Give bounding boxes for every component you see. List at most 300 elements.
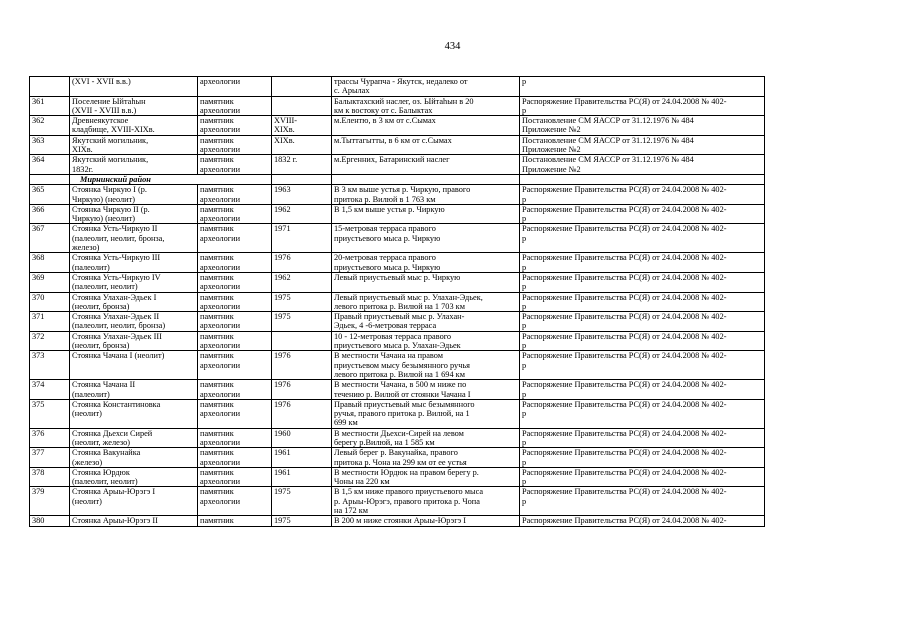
- monument-dating: [272, 135, 332, 155]
- monument-name-line: (палеолит, неолит, бронза): [72, 321, 166, 331]
- monument-dating-line: 1960: [274, 428, 291, 438]
- row-number: 371: [30, 312, 70, 332]
- monument-location-line: м.Ергенних, Батаринский наслег: [334, 155, 450, 165]
- monument-name-line: Якутский могильник,: [72, 155, 149, 165]
- monument-location: [332, 487, 520, 516]
- legal-document-line: Распоряжение Правительства РС(Я) от 24.04.2008 № 402-: [522, 224, 727, 234]
- monument-location: [332, 312, 520, 332]
- row-number: 369: [30, 272, 70, 292]
- legal-document-line: Распоряжение Правительства РС(Я) от 24.04.2008 № 402-: [522, 331, 727, 341]
- empty-cell: [332, 174, 520, 184]
- monument-name: [70, 292, 198, 312]
- monument-name-line: Древнеякутское: [72, 116, 129, 126]
- legal-document-line: р: [522, 360, 527, 370]
- monument-dating-line: 1976: [274, 380, 291, 390]
- legal-document-line: Приложение №2: [522, 145, 581, 155]
- row-number: 368: [30, 253, 70, 273]
- monument-location-line: В 3 км выше устья р. Чиркую, правого: [334, 185, 471, 195]
- monument-category: [198, 448, 272, 468]
- monument-name: [70, 380, 198, 400]
- monument-category-line: памятник: [200, 312, 234, 322]
- table-row: [30, 96, 765, 116]
- legal-document-line: р: [522, 214, 527, 224]
- monument-name: [70, 135, 198, 155]
- monument-dating: [272, 516, 332, 526]
- monument-category-line: памятник: [200, 351, 234, 361]
- row-number: 370: [30, 292, 70, 312]
- monument-name-line: (неолит, бронза): [72, 301, 130, 311]
- monument-category-line: памятник: [200, 185, 234, 195]
- monument-name: [70, 467, 198, 487]
- monument-name: [70, 77, 198, 97]
- legal-document-line: Распоряжение Правительства РС(Я) от 24.04.2008 № 402-: [522, 96, 727, 106]
- monument-location-line: В местности Чачана, в 500 м ниже по: [334, 380, 467, 390]
- monument-name-line: (XVI - XVII в.в.): [72, 77, 131, 86]
- legal-document-line: р: [522, 389, 527, 399]
- monument-location-line: Левый берег р. Вакунайка, правого: [334, 448, 458, 458]
- monument-name-line: Стоянка Арыы-Юрэгэ I: [72, 487, 156, 497]
- table-row: [30, 380, 765, 400]
- page-number: 434: [444, 41, 461, 52]
- monument-dating-line: 1976: [274, 399, 291, 409]
- monument-name: [70, 428, 198, 448]
- monument-location: [332, 516, 520, 526]
- monument-dating-line: XIXв.: [274, 125, 295, 135]
- legal-document-line: р: [522, 341, 527, 351]
- monument-category-line: памятник: [200, 253, 234, 263]
- monument-dating: [272, 292, 332, 312]
- legal-document-line: Постановление СМ ЯАССР от 31.12.1976 № 484: [522, 135, 694, 145]
- monument-name: [70, 96, 198, 116]
- monument-name-line: Стоянка Константиновка: [72, 399, 161, 409]
- monument-category-line: археологии: [200, 262, 241, 272]
- monument-category-line: археологии: [200, 282, 241, 292]
- monument-dating: [272, 448, 332, 468]
- legal-document: [520, 185, 765, 205]
- monument-name-line: Стоянка Улахан-Эдьек I: [72, 292, 157, 302]
- monument-category-line: археологии: [200, 125, 241, 135]
- legal-document: [520, 467, 765, 487]
- monument-dating-line: 1975: [274, 292, 291, 302]
- monument-category-line: памятник: [200, 224, 234, 234]
- legal-document-line: р: [522, 105, 527, 115]
- monument-category: [198, 96, 272, 116]
- monument-category: [198, 204, 272, 224]
- monument-category-line: памятник: [200, 467, 234, 477]
- row-number: 379: [30, 487, 70, 516]
- monument-dating-line: XIXв.: [274, 135, 295, 145]
- monument-name-line: Стоянка Арыы-Юрэгэ II: [72, 516, 158, 526]
- monument-location-line: В 200 м ниже стоянки Арыы-Юрэгэ I: [334, 516, 467, 526]
- monument-location-line: притока р. Чона на 299 км от ее устья: [334, 457, 467, 467]
- monument-category-line: археологии: [200, 341, 241, 351]
- legal-document-line: Приложение №2: [522, 125, 581, 135]
- monument-location: [332, 135, 520, 155]
- monument-location-line: левого притока р. Вилюй на 1 703 км: [334, 301, 465, 311]
- monument-category-line: археологии: [200, 105, 241, 115]
- table-row: [30, 292, 765, 312]
- empty-cell: [520, 174, 765, 184]
- table-row: [30, 448, 765, 468]
- table-row: [30, 135, 765, 155]
- legal-document-line: Приложение №2: [522, 164, 581, 174]
- monument-category-line: археологии: [200, 301, 241, 311]
- monument-name: [70, 204, 198, 224]
- monument-name-line: Стоянка Чачана II: [72, 380, 136, 390]
- monument-dating: [272, 428, 332, 448]
- monument-dating: [272, 96, 332, 116]
- monument-category-line: памятник: [200, 292, 234, 302]
- monument-category: [198, 380, 272, 400]
- legal-document: [520, 380, 765, 400]
- legal-document-line: р: [522, 496, 527, 506]
- monument-dating-line: 1962: [274, 204, 291, 214]
- monument-location-line: приустьевого мыса р. Чиркую: [334, 233, 441, 243]
- monument-location-line: м.Тыттагытты, в 6 км от с.Сымах: [334, 135, 452, 145]
- row-number: 372: [30, 331, 70, 351]
- monument-category-line: памятник: [200, 448, 234, 458]
- monument-dating-line: 1961: [274, 448, 291, 458]
- monument-location-line: с. Арылах: [334, 86, 370, 96]
- monument-name-line: Якутский могильник,: [72, 135, 149, 145]
- legal-document-line: р: [522, 282, 527, 292]
- legal-document-line: р: [522, 409, 527, 419]
- monument-dating-line: 1975: [274, 312, 291, 322]
- row-number: 363: [30, 135, 70, 155]
- monument-dating-line: 1975: [274, 487, 291, 497]
- monument-name-line: Стоянка Дьехси Сирей: [72, 428, 153, 438]
- row-number: 366: [30, 204, 70, 224]
- monument-category: [198, 331, 272, 351]
- monument-location: [332, 351, 520, 380]
- legal-document: [520, 253, 765, 273]
- monument-location: [332, 467, 520, 487]
- monument-dating: [272, 399, 332, 428]
- monument-category: [198, 116, 272, 136]
- monument-location: [332, 428, 520, 448]
- monument-dating: [272, 204, 332, 224]
- district-header-row: [30, 174, 765, 184]
- legal-document: [520, 487, 765, 516]
- monument-location: [332, 185, 520, 205]
- table-row: [30, 116, 765, 136]
- monument-category-line: археологии: [200, 409, 241, 419]
- legal-document-line: р: [522, 437, 527, 447]
- table-row: [30, 399, 765, 428]
- row-number: 361: [30, 96, 70, 116]
- monument-category-line: памятник: [200, 155, 234, 165]
- table-row: [30, 312, 765, 332]
- table-row: [30, 77, 765, 97]
- monument-name-line: Стоянка Улахан-Эдьек III: [72, 331, 162, 341]
- monument-location-line: 20-метровая терраса правого: [334, 253, 436, 263]
- monument-category: [198, 399, 272, 428]
- monument-location-line: 10 - 12-метровая терраса правого: [334, 331, 452, 341]
- legal-document: [520, 312, 765, 332]
- legal-document: [520, 272, 765, 292]
- monument-location-line: В 1,5 км выше устья р. Чиркую: [334, 204, 445, 214]
- monument-category-line: археологии: [200, 145, 241, 155]
- monument-name: [70, 351, 198, 380]
- row-number: 373: [30, 351, 70, 380]
- monument-location-line: левого притока р. Вилюй на 1 694 км: [334, 369, 465, 379]
- monument-dating-line: 1962: [274, 272, 291, 282]
- monument-category: [198, 155, 272, 175]
- monument-category-line: памятник: [200, 487, 234, 497]
- legal-document-line: Распоряжение Правительства РС(Я) от 24.04.2008 № 402-: [522, 399, 727, 409]
- monument-category-line: археологии: [200, 437, 241, 447]
- table-row: [30, 155, 765, 175]
- legal-document: [520, 116, 765, 136]
- monument-location-line: приустьевом мысу безымянного ручья: [334, 360, 470, 370]
- monument-category-line: археологии: [200, 321, 241, 331]
- monument-category: [198, 516, 272, 526]
- legal-document: [520, 516, 765, 526]
- row-number: 377: [30, 448, 70, 468]
- row-number: 365: [30, 185, 70, 205]
- monument-category: [198, 224, 272, 253]
- row-number: 374: [30, 380, 70, 400]
- monument-location: [332, 224, 520, 253]
- monument-name-line: Стоянка Усть-Чиркую II: [72, 224, 158, 234]
- monument-location: [332, 155, 520, 175]
- monument-name-line: (неолит): [72, 409, 102, 419]
- monument-location: [332, 96, 520, 116]
- table-row: [30, 467, 765, 487]
- monument-location-line: В местности Дьехси-Сирей на левом: [334, 428, 464, 438]
- district-name: [70, 174, 272, 184]
- monument-name: [70, 116, 198, 136]
- monument-location: [332, 448, 520, 468]
- monument-category: [198, 467, 272, 487]
- monument-location-line: ручья, правого притока р. Вилюй, на 1: [334, 409, 470, 419]
- monument-name-line: (неолит, бронза): [72, 341, 130, 351]
- monument-name-line: Чиркую) (неолит): [72, 194, 135, 204]
- monument-category: [198, 135, 272, 155]
- table-row: [30, 487, 765, 516]
- monument-category-line: археологии: [200, 194, 241, 204]
- row-number: 376: [30, 428, 70, 448]
- monument-name-line: (палеолит): [72, 389, 110, 399]
- monument-dating: [272, 155, 332, 175]
- monument-category: [198, 428, 272, 448]
- monument-location: [332, 292, 520, 312]
- monument-location: [332, 116, 520, 136]
- monument-category-line: памятник: [200, 135, 234, 145]
- legal-document-line: Распоряжение Правительства РС(Я) от 24.04.2008 № 402-: [522, 351, 727, 361]
- monument-name-line: Поселение Ыйтаһын: [72, 96, 146, 106]
- legal-document: [520, 292, 765, 312]
- row-number: 364: [30, 155, 70, 175]
- monument-name: [70, 448, 198, 468]
- monument-category-line: археологии: [200, 389, 241, 399]
- table-row: [30, 516, 765, 526]
- monument-name-line: Стоянка Усть-Чиркую III: [72, 253, 161, 263]
- monument-category-line: памятник: [200, 399, 234, 409]
- legal-document: [520, 96, 765, 116]
- legal-document-line: Распоряжение Правительства РС(Я) от 24.04.2008 № 402-: [522, 487, 727, 497]
- legal-document-line: р: [522, 233, 527, 243]
- monument-location-line: на 172 км: [334, 506, 368, 516]
- monument-name-line: 1832г.: [72, 164, 94, 174]
- monument-dating-line: XVIII-: [274, 116, 298, 126]
- monument-location-line: трассы Чурапча - Якутск, недалеко от: [334, 77, 468, 86]
- monument-location: [332, 253, 520, 273]
- monument-name: [70, 331, 198, 351]
- monument-name-line: (палеолит): [72, 262, 110, 272]
- monument-location-line: Эдьек, 4 -6-метровая терраса: [334, 321, 437, 331]
- legal-document: [520, 448, 765, 468]
- monument-category-line: археологии: [200, 477, 241, 487]
- monument-dating-line: 1963: [274, 185, 291, 195]
- monument-category: [198, 253, 272, 273]
- monument-location: [332, 272, 520, 292]
- monument-name-line: Стоянка Вакунайка: [72, 448, 141, 458]
- legal-document-line: Распоряжение Правительства РС(Я) от 24.04.2008 № 402-: [522, 428, 727, 438]
- legal-document-line: Распоряжение Правительства РС(Я) от 24.04.2008 № 402-: [522, 204, 727, 214]
- legal-document: [520, 428, 765, 448]
- monument-category-line: памятник: [200, 380, 234, 390]
- monument-location: [332, 77, 520, 97]
- monument-location-line: 15-метровая терраса правого: [334, 224, 436, 234]
- legal-document-line: Распоряжение Правительства РС(Я) от 24.04.2008 № 402-: [522, 448, 727, 458]
- table-row: [30, 351, 765, 380]
- table-body: [30, 77, 765, 527]
- monument-location-line: 699 км: [334, 418, 358, 428]
- table-row: [30, 272, 765, 292]
- monument-location-line: км к востоку от с. Балыктах: [334, 105, 433, 115]
- legal-document-line: Распоряжение Правительства РС(Я) от 24.04.2008 № 402-: [522, 185, 727, 195]
- monument-dating: [272, 116, 332, 136]
- monument-name: [70, 185, 198, 205]
- legal-document-line: Распоряжение Правительства РС(Я) от 24.04.2008 № 402-: [522, 467, 727, 477]
- monument-location-line: Балыктахский наслег, оз. Ыйтаһын в 20: [334, 96, 474, 106]
- monument-name: [70, 312, 198, 332]
- legal-document-line: Распоряжение Правительства РС(Я) от 24.04.2008 № 402-: [522, 516, 727, 526]
- legal-document: [520, 331, 765, 351]
- monument-category: [198, 272, 272, 292]
- monument-location-line: притока р. Вилюй в 1 763 км: [334, 194, 436, 204]
- monument-location-line: Правый приустьевый мыс р. Улахан-: [334, 312, 465, 322]
- district-label: Мирнинский район: [80, 174, 151, 184]
- monument-name-line: кладбище, XVIII-XIXв.: [72, 125, 155, 135]
- monument-location-line: Правый приустьевый мыс безымянного: [334, 399, 475, 409]
- legal-document: [520, 135, 765, 155]
- row-number: 378: [30, 467, 70, 487]
- legal-document-line: р: [522, 477, 527, 487]
- row-number: 380: [30, 516, 70, 526]
- monument-name-line: Стоянка Чиркую I (р.: [72, 185, 147, 195]
- monument-location-line: В местности Юрдюк на правом берегу р.: [334, 467, 479, 477]
- monument-name-line: XIXв.: [72, 145, 93, 155]
- monument-category-line: памятник: [200, 96, 234, 106]
- monument-name-line: (палеолит, неолит, бронза,: [72, 233, 165, 243]
- empty-cell: [272, 174, 332, 184]
- monument-dating: [272, 467, 332, 487]
- monument-name-line: Стоянка Улахан-Эдьек II: [72, 312, 160, 322]
- row-number: [30, 77, 70, 97]
- monument-category-line: памятник: [200, 516, 234, 526]
- monument-dating: [272, 185, 332, 205]
- monument-category-line: памятник: [200, 204, 234, 214]
- monument-category-line: памятник: [200, 428, 234, 438]
- legal-document-line: р: [522, 77, 527, 86]
- monument-location-line: Чоны на 220 км: [334, 477, 390, 487]
- monument-location-line: р. Арыы-Юрэгэ, правого притока р. Чопа: [334, 496, 480, 506]
- legal-document: [520, 77, 765, 97]
- monument-name-line: Стоянка Чачана I (неолит): [72, 351, 165, 361]
- monument-dating: [272, 272, 332, 292]
- monument-name-line: (палеолит, неолит): [72, 282, 138, 292]
- monument-category-line: археологии: [200, 360, 241, 370]
- table-row: [30, 204, 765, 224]
- monument-dating: [272, 487, 332, 516]
- monument-category: [198, 77, 272, 97]
- monument-name-line: Стоянка Чиркую II (р.: [72, 204, 150, 214]
- legal-document: [520, 224, 765, 253]
- table-row: [30, 185, 765, 205]
- monument-location-line: Левый приустьевый мыс р. Чиркую: [334, 272, 461, 282]
- monument-name: [70, 224, 198, 253]
- monument-category: [198, 185, 272, 205]
- monument-name: [70, 155, 198, 175]
- monument-dating: [272, 380, 332, 400]
- legal-document: [520, 399, 765, 428]
- monument-dating: [272, 224, 332, 253]
- monument-name-line: (неолит, железо): [72, 437, 131, 447]
- monument-category: [198, 351, 272, 380]
- monument-category-line: памятник: [200, 272, 234, 282]
- monument-name-line: Чиркую) (неолит): [72, 214, 135, 224]
- legal-document-line: р: [522, 262, 527, 272]
- monument-location: [332, 204, 520, 224]
- monument-location-line: приустьевого мыса р. Чиркую: [334, 262, 441, 272]
- monument-category: [198, 312, 272, 332]
- monument-location: [332, 399, 520, 428]
- monument-name-line: Стоянка Усть-Чиркую IV: [72, 272, 161, 282]
- monument-dating-line: 1976: [274, 351, 291, 361]
- monuments-table: [29, 76, 765, 527]
- monument-name: [70, 516, 198, 526]
- monument-location-line: В 1,5 км ниже правого приустьевого мыса: [334, 487, 484, 497]
- monument-category: [198, 292, 272, 312]
- table-row: [30, 224, 765, 253]
- monument-name-line: (палеолит, неолит): [72, 477, 138, 487]
- monument-dating-line: 1976: [274, 253, 291, 263]
- monument-name-line: (неолит): [72, 496, 102, 506]
- monument-category-line: памятник: [200, 116, 234, 126]
- monument-location-line: берегу р.Вилюй, на 1 585 км: [334, 437, 435, 447]
- legal-document-line: Распоряжение Правительства РС(Я) от 24.04.2008 № 402-: [522, 312, 727, 322]
- monument-dating: [272, 312, 332, 332]
- monument-dating-line: 1971: [274, 224, 291, 234]
- table-row: [30, 428, 765, 448]
- legal-document-line: Постановление СМ ЯАССР от 31.12.1976 № 484: [522, 155, 694, 165]
- table-row: [30, 331, 765, 351]
- monument-dating-line: 1832 г.: [274, 155, 298, 165]
- monument-category: [198, 487, 272, 516]
- legal-document-line: р: [522, 194, 527, 204]
- monument-location-line: В местности Чачана на правом: [334, 351, 444, 361]
- legal-document-line: Распоряжение Правительства РС(Я) от 24.04.2008 № 402-: [522, 380, 727, 390]
- monument-name-line: (железо): [72, 457, 103, 467]
- monument-dating-line: 1961: [274, 467, 291, 477]
- monument-dating: [272, 77, 332, 97]
- row-number: 367: [30, 224, 70, 253]
- monument-location-line: Левый приустьевый мыс р. Улахан-Эдьек,: [334, 292, 483, 302]
- monument-location-line: течению р. Вилюй от стоянки Чачана I: [334, 389, 471, 399]
- legal-document: [520, 351, 765, 380]
